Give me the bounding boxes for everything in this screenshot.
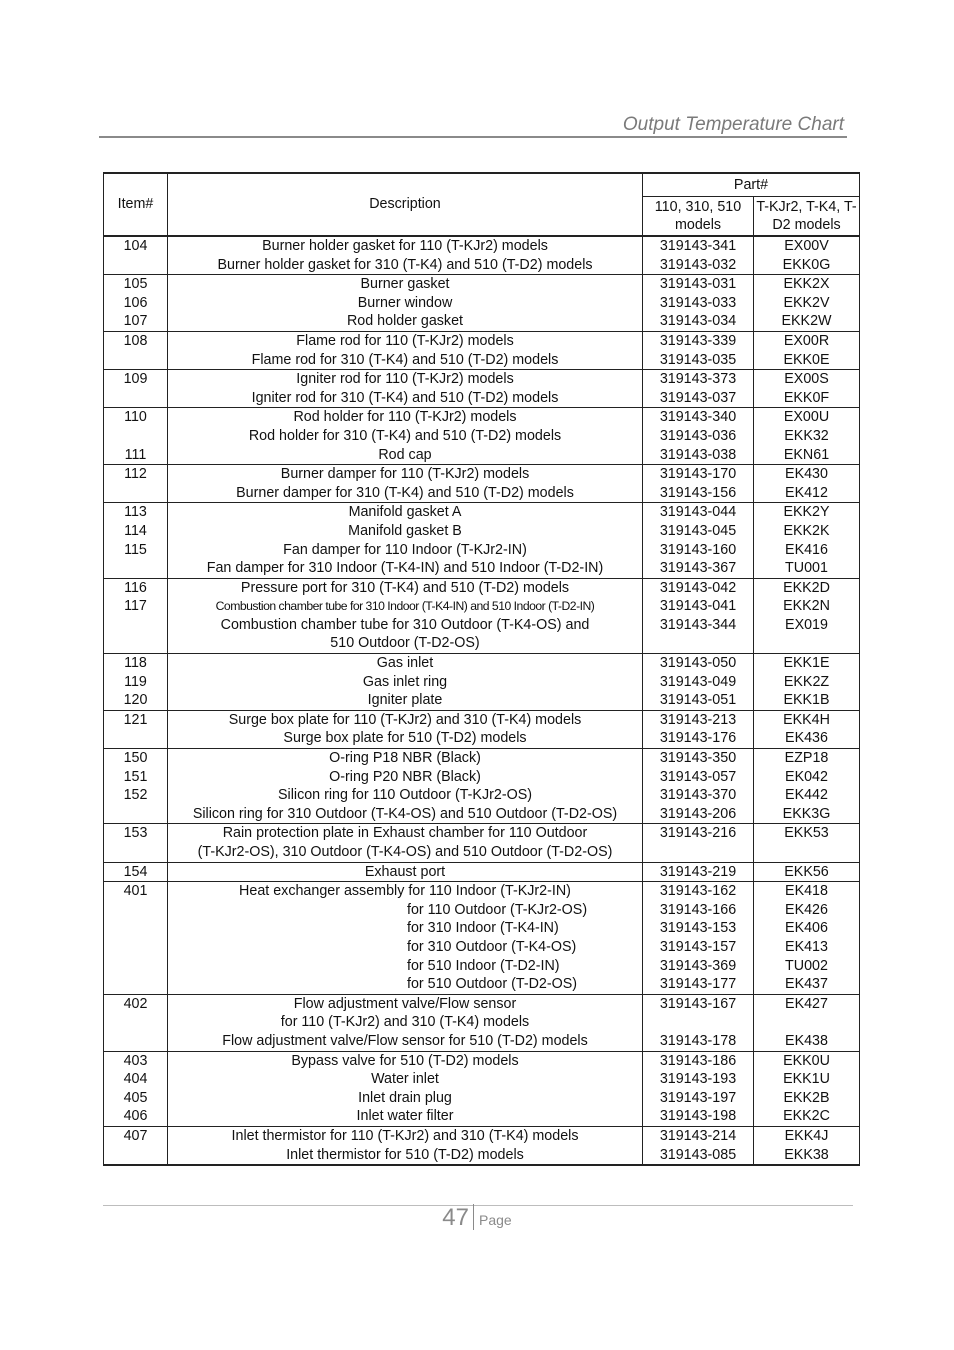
cell-line: 112: [124, 466, 147, 483]
cell-line: Burner damper for 110 (T-KJr2) models: [280, 466, 530, 483]
cell-line: Burner gasket: [360, 276, 450, 293]
cell-line: EX019: [785, 616, 828, 633]
parts-table: [103, 172, 860, 1166]
cell-line: 114: [124, 522, 147, 539]
cell-part-code: [754, 236, 860, 275]
cell-line: 319143-369: [659, 957, 737, 974]
cell-line: Rod holder for 310 (T-K4) and 510 (T-D2) models: [248, 427, 562, 444]
cell-line: 319143-186: [659, 1052, 737, 1069]
cell-line: [104, 484, 167, 503]
cell-line: 403: [123, 1052, 148, 1069]
cell-line: 319143-044: [659, 504, 737, 521]
cell-line: Silicon ring for 110 Outdoor (T-KJr2-OS): [278, 787, 532, 804]
cell-line: 105: [123, 276, 148, 293]
cell-part-number: [643, 331, 754, 369]
table-row: [104, 408, 860, 465]
cell-part-number: [643, 862, 754, 882]
cell-line: 115: [124, 541, 147, 558]
cell-line: Gas inlet ring: [362, 673, 448, 690]
cell-item: [104, 654, 168, 711]
cell-description: [168, 882, 643, 995]
cell-line: EK042: [785, 768, 828, 785]
cell-line: Surge box plate for 110 (T-KJr2) and 310 (T-K4) models: [228, 711, 582, 728]
cell-line: 319143-042: [659, 579, 737, 596]
cell-line: EK437: [785, 976, 828, 993]
cell-line: Inlet water filter: [356, 1108, 454, 1125]
cell-line: EKK2B: [783, 1089, 830, 1106]
cell-line: 319143-193: [659, 1071, 737, 1088]
cell-item: [104, 710, 168, 748]
cell-line: EK418: [785, 883, 828, 900]
cell-line: EKK4J: [784, 1127, 829, 1144]
cell-line: [104, 1032, 167, 1051]
cell-description: [168, 994, 643, 1051]
cell-line: [104, 256, 167, 275]
cell-line: Igniter rod for 310 (T-K4) and 510 (T-D2) models: [251, 389, 559, 406]
cell-line: EKK53: [784, 825, 829, 842]
cell-line: Silicon ring for 310 Outdoor (T-K4-OS) and 510 Outdoor (T-D2-OS): [192, 805, 618, 822]
cell-line: EKK0F: [783, 389, 830, 406]
cell-part-number: [643, 465, 754, 503]
cell-line: 319143-085: [659, 1146, 737, 1163]
cell-line: [104, 389, 167, 408]
cell-part-code: [754, 370, 860, 408]
cell-part-code: [754, 578, 860, 653]
cell-line: Fan damper for 110 Indoor (T-KJr2-IN): [283, 541, 527, 558]
cell-line: 319143-367: [659, 560, 737, 577]
table-row: [104, 578, 860, 653]
cell-line: [104, 616, 167, 635]
cell-line: EKK2K: [783, 522, 830, 539]
cell-line: 118: [124, 655, 147, 672]
cell-line: 319143-373: [659, 371, 737, 388]
cell-line: 319143-051: [659, 692, 737, 709]
cell-description: [168, 408, 643, 465]
cell-line: 319143-033: [659, 294, 737, 311]
cell-line: EKK2X: [783, 276, 830, 293]
page-label: Page: [479, 1212, 512, 1228]
cell-line: [104, 729, 167, 748]
cell-line: 319143-350: [659, 750, 737, 767]
cell-line: Water inlet: [371, 1071, 439, 1088]
cell-line: [754, 843, 859, 862]
cell-description: [168, 275, 643, 332]
cell-description: [168, 710, 643, 748]
cell-line: [104, 805, 167, 824]
cell-line: Igniter plate: [367, 692, 443, 709]
cell-line: Manifold gasket B: [348, 522, 462, 539]
cell-part-code: [754, 882, 860, 995]
cell-line: Surge box plate for 510 (T-D2) models: [283, 730, 527, 747]
cell-part-number: [643, 408, 754, 465]
cell-line: 319143-216: [659, 825, 737, 842]
cell-line: 319143-167: [659, 995, 737, 1012]
table-row: [104, 503, 860, 578]
cell-description: [168, 1051, 643, 1126]
cell-line: EKK1B: [783, 692, 830, 709]
table-row: [104, 236, 860, 275]
cell-line: EKK0U: [783, 1052, 830, 1069]
table-row: [104, 824, 860, 862]
parts-table-body: [104, 236, 860, 1165]
table-row: [104, 370, 860, 408]
cell-line: 319143-057: [659, 768, 737, 785]
cell-item: [104, 882, 168, 995]
cell-line: 319143-178: [659, 1032, 737, 1049]
cell-line: 319143-166: [659, 901, 737, 918]
cell-item: [104, 370, 168, 408]
cell-line: EK438: [785, 1032, 828, 1049]
cell-part-number: [643, 824, 754, 862]
cell-line: 404: [123, 1071, 148, 1088]
cell-item: [104, 1126, 168, 1165]
cell-item: [104, 994, 168, 1051]
cell-line: Fan damper for 310 Indoor (T-K4-IN) and 510 Indoor (T-D2-IN): [206, 560, 604, 577]
cell-line: Combustion chamber tube for 310 Outdoor (T-K4-OS) and: [220, 616, 590, 633]
cell-line: EKK4H: [783, 711, 830, 728]
table-row: [104, 654, 860, 711]
cell-line: EX00U: [783, 409, 830, 426]
cell-line: [104, 634, 167, 653]
cell-line: [104, 1146, 167, 1165]
cell-line: 319143-036: [659, 427, 737, 444]
cell-description: [168, 654, 643, 711]
column-header-description: Description: [168, 173, 643, 236]
column-header-part-models: 110, 310, 510 models: [643, 197, 754, 237]
cell-line: [104, 938, 167, 957]
cell-line: EKK2W: [781, 313, 832, 330]
cell-line: Igniter rod for 110 (T-KJr2) models: [296, 371, 514, 388]
cell-line: EKK2N: [783, 598, 830, 615]
cell-line: EK416: [785, 541, 828, 558]
cell-part-number: [643, 710, 754, 748]
cell-description: [168, 1126, 643, 1165]
cell-line: [104, 957, 167, 976]
cell-line: EK426: [785, 901, 828, 918]
cell-item: [104, 465, 168, 503]
cell-line: Flow adjustment valve/Flow sensor for 510 (T-D2) models: [222, 1032, 588, 1049]
cell-line: Pressure port for 310 (T-K4) and 510 (T-D2) models: [240, 579, 570, 596]
cell-line: 319143-038: [659, 446, 737, 463]
cell-line: 319143-156: [659, 484, 737, 501]
cell-item: [104, 408, 168, 465]
page-separator: [473, 1204, 474, 1230]
cell-line: 104: [123, 238, 148, 254]
table-row: [104, 749, 860, 824]
cell-line: 108: [123, 332, 148, 349]
cell-line: 319143-034: [659, 313, 737, 330]
cell-line: EK436: [785, 730, 828, 747]
cell-description: [168, 578, 643, 653]
cell-line: for 310 Outdoor (T-K4-OS): [407, 938, 577, 955]
cell-line: 107: [123, 313, 148, 330]
cell-line: EKK0E: [783, 351, 830, 368]
cell-line: 109: [123, 371, 148, 388]
cell-line: 319143-050: [659, 655, 737, 672]
cell-line: for 110 (T-KJr2) and 310 (T-K4) models: [280, 1014, 530, 1031]
cell-line: EK412: [785, 484, 828, 501]
cell-line: Heat exchanger assembly for 110 Indoor (T-KJr2-IN): [239, 883, 571, 900]
page-header-title: Output Temperature Chart: [622, 114, 844, 135]
cell-part-number: [643, 275, 754, 332]
cell-part-number: [643, 994, 754, 1051]
cell-line: Bypass valve for 510 (T-D2) models: [291, 1052, 519, 1069]
cell-part-code: [754, 1051, 860, 1126]
cell-line: 510 Outdoor (T-D2-OS): [330, 635, 480, 652]
cell-item: [104, 1051, 168, 1126]
cell-line: 150: [123, 750, 148, 767]
cell-line: EZP18: [784, 750, 829, 767]
cell-description: [168, 749, 643, 824]
cell-line: [104, 975, 167, 994]
cell-line: Rain protection plate in Exhaust chamber for 110 Outdoor: [222, 825, 588, 842]
cell-line: 151: [123, 768, 148, 785]
cell-line: EKK1E: [783, 655, 830, 672]
cell-part-number: [643, 370, 754, 408]
cell-part-number: [643, 236, 754, 275]
cell-part-code: [754, 331, 860, 369]
cell-line: Flow adjustment valve/Flow sensor: [293, 995, 517, 1012]
cell-item: [104, 824, 168, 862]
cell-line: EKK1U: [783, 1071, 830, 1088]
cell-line: [104, 351, 167, 370]
page-footer: [0, 1204, 954, 1232]
table-row: [104, 710, 860, 748]
cell-item: [104, 236, 168, 275]
cell-item: [104, 578, 168, 653]
cell-description: [168, 236, 643, 275]
cell-line: EKK38: [784, 1146, 829, 1163]
cell-line: O-ring P18 NBR (Black): [329, 750, 481, 767]
cell-line: EKK2Y: [783, 504, 830, 521]
table-row: [104, 275, 860, 332]
cell-item: [104, 503, 168, 578]
cell-description: [168, 331, 643, 369]
cell-line: 319143-153: [659, 920, 737, 937]
cell-line: 153: [123, 825, 148, 842]
cell-line: [754, 634, 859, 653]
cell-line: 406: [123, 1108, 148, 1125]
cell-line: 319143-045: [659, 522, 737, 539]
cell-line: [104, 901, 167, 920]
cell-line: 113: [124, 504, 147, 521]
cell-line: 121: [123, 711, 148, 728]
cell-line: 319143-219: [659, 863, 737, 880]
table-row: [104, 1126, 860, 1165]
table-row: [104, 1051, 860, 1126]
cell-line: [104, 843, 167, 862]
cell-line: EX00R: [783, 332, 830, 349]
cell-line: O-ring P20 NBR (Black): [329, 768, 481, 785]
cell-line: 106: [123, 294, 148, 311]
column-header-item: Item#: [104, 173, 168, 236]
cell-item: [104, 275, 168, 332]
cell-line: [104, 1013, 167, 1032]
cell-line: 319143-031: [659, 276, 737, 293]
cell-part-code: [754, 465, 860, 503]
cell-line: Burner holder gasket for 110 (T-KJr2) models: [262, 238, 548, 254]
cell-line: Combustion chamber tube for 310 Indoor (T-K4-IN) and 510 Indoor (T-D2-IN): [215, 599, 595, 614]
cell-line: 319143-160: [659, 541, 737, 558]
cell-line: 402: [123, 995, 148, 1012]
cell-line: 319143-157: [659, 938, 737, 955]
cell-line: 319143-206: [659, 805, 737, 822]
cell-line: for 510 Indoor (T-D2-IN): [407, 957, 560, 974]
cell-line: 319143-037: [659, 389, 737, 406]
cell-line: Rod holder gasket: [346, 313, 464, 330]
cell-line: 319143-214: [659, 1127, 737, 1144]
cell-description: [168, 862, 643, 882]
cell-line: Inlet thermistor for 110 (T-KJr2) and 310 (T-K4) models: [231, 1127, 579, 1144]
cell-line: EK413: [785, 938, 828, 955]
cell-line: 405: [123, 1089, 148, 1106]
cell-part-code: [754, 710, 860, 748]
cell-part-code: [754, 408, 860, 465]
cell-line: 117: [124, 598, 147, 615]
cell-line: for 110 Outdoor (T-KJr2-OS): [407, 901, 588, 918]
cell-line: EX00S: [784, 371, 829, 388]
cell-line: 152: [123, 787, 148, 804]
cell-part-number: [643, 749, 754, 824]
cell-line: Inlet drain plug: [358, 1089, 452, 1106]
cell-part-code: [754, 275, 860, 332]
cell-line: Burner holder gasket for 310 (T-K4) and 510 (T-D2) models: [217, 256, 593, 273]
cell-line: 319143-032: [659, 256, 737, 273]
cell-line: EKN61: [783, 446, 830, 463]
cell-part-code: [754, 654, 860, 711]
cell-line: 319143-213: [659, 711, 737, 728]
cell-part-code: [754, 862, 860, 882]
cell-line: Burner damper for 310 (T-K4) and 510 (T-D2) models: [236, 484, 574, 501]
cell-line: Gas inlet: [376, 655, 434, 672]
cell-line: 119: [124, 673, 147, 690]
cell-line: 319143-344: [659, 616, 737, 633]
cell-part-code: [754, 824, 860, 862]
cell-line: 319143-041: [659, 598, 737, 615]
cell-line: EK427: [785, 995, 828, 1012]
cell-line: 116: [124, 579, 147, 596]
cell-description: [168, 824, 643, 862]
cell-line: Inlet thermistor for 510 (T-D2) models: [286, 1146, 524, 1163]
cell-line: 319143-341: [659, 238, 737, 254]
cell-line: EKK2V: [783, 294, 830, 311]
column-header-part-codes: T-KJr2, T-K4, T-D2 models: [754, 197, 860, 237]
table-row: [104, 331, 860, 369]
cell-line: Exhaust port: [364, 863, 446, 880]
cell-line: 110: [124, 409, 147, 426]
cell-line: EKK2Z: [783, 673, 830, 690]
cell-line: 319143-340: [659, 409, 737, 426]
cell-line: EK430: [785, 466, 828, 483]
cell-line: for 510 Outdoor (T-D2-OS): [407, 976, 578, 993]
cell-line: 407: [123, 1127, 148, 1144]
cell-item: [104, 749, 168, 824]
cell-part-code: [754, 1126, 860, 1165]
cell-description: [168, 465, 643, 503]
cell-line: TU001: [785, 560, 828, 577]
cell-line: 120: [123, 692, 148, 709]
cell-line: TU002: [785, 957, 828, 974]
column-header-part: Part#: [643, 173, 860, 197]
cell-line: 154: [123, 863, 148, 880]
cell-line: [104, 919, 167, 938]
cell-line: EKK3G: [782, 805, 831, 822]
cell-part-number: [643, 654, 754, 711]
cell-line: 319143-197: [659, 1089, 737, 1106]
cell-line: 319143-049: [659, 673, 737, 690]
cell-part-code: [754, 503, 860, 578]
cell-line: [754, 1013, 859, 1032]
cell-line: EKK0G: [782, 256, 831, 273]
cell-line: 319143-339: [659, 332, 737, 349]
cell-line: 319143-176: [659, 730, 737, 747]
cell-line: EKK2D: [783, 579, 830, 596]
cell-line: 319143-162: [659, 883, 737, 900]
cell-line: 319143-035: [659, 351, 737, 368]
cell-part-number: [643, 503, 754, 578]
table-row: [104, 994, 860, 1051]
cell-part-number: [643, 1126, 754, 1165]
cell-line: EKK2C: [783, 1108, 830, 1125]
cell-part-number: [643, 882, 754, 995]
cell-line: Rod cap: [378, 446, 432, 463]
cell-line: EKK32: [784, 427, 829, 444]
table-row: [104, 882, 860, 995]
page-number: 47: [442, 1204, 469, 1231]
header-divider: [99, 136, 847, 138]
cell-line: 319143-370: [659, 787, 737, 804]
cell-line: Flame rod for 310 (T-K4) and 510 (T-D2) models: [251, 351, 559, 368]
cell-part-code: [754, 994, 860, 1051]
cell-line: Flame rod for 110 (T-KJr2) models: [296, 332, 514, 349]
cell-line: [643, 843, 753, 862]
cell-item: [104, 862, 168, 882]
cell-description: [168, 503, 643, 578]
cell-line: [643, 634, 753, 653]
cell-line: (T-KJr2-OS), 310 Outdoor (T-K4-OS) and 510 Outdoor (T-D2-OS): [197, 844, 613, 860]
cell-line: Manifold gasket A: [348, 504, 462, 521]
cell-line: EKK56: [784, 863, 829, 880]
cell-line: for 310 Indoor (T-K4-IN): [407, 920, 559, 937]
cell-line: Burner window: [357, 294, 453, 311]
cell-item: [104, 331, 168, 369]
cell-line: EX00V: [784, 238, 829, 254]
cell-part-code: [754, 749, 860, 824]
cell-line: [104, 559, 167, 578]
cell-line: 319143-177: [659, 976, 737, 993]
cell-line: 319143-170: [659, 466, 737, 483]
table-row: [104, 862, 860, 882]
cell-line: Rod holder for 110 (T-KJr2) models: [293, 409, 517, 426]
cell-line: EK442: [785, 787, 828, 804]
cell-line: EK406: [785, 920, 828, 937]
cell-part-number: [643, 1051, 754, 1126]
table-row: [104, 465, 860, 503]
cell-line: 111: [124, 446, 147, 463]
cell-description: [168, 370, 643, 408]
cell-part-number: [643, 578, 754, 653]
cell-line: [104, 427, 167, 446]
cell-line: 401: [123, 883, 148, 900]
cell-line: 319143-198: [659, 1108, 737, 1125]
cell-line: [643, 1013, 753, 1032]
